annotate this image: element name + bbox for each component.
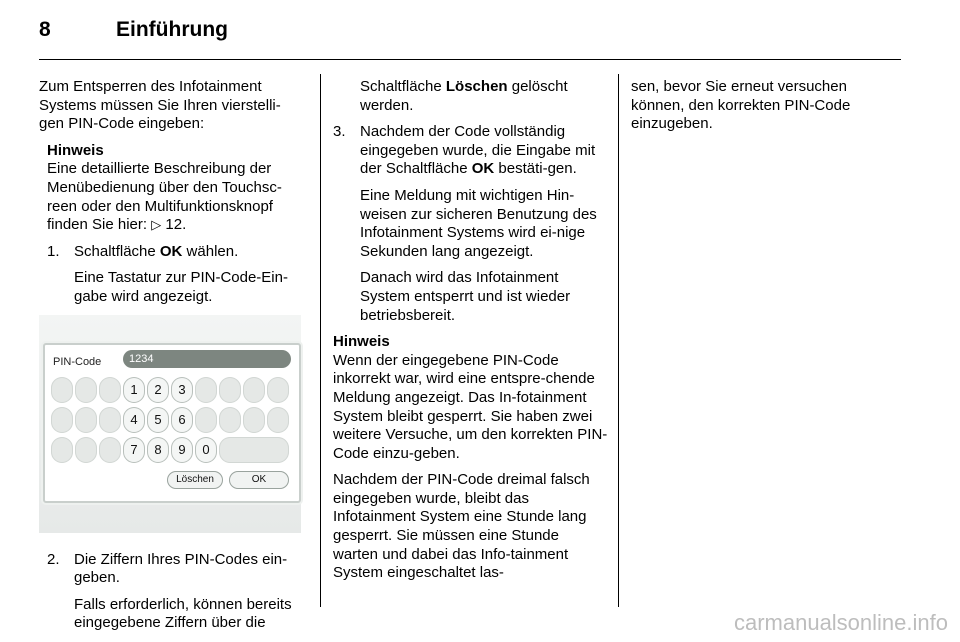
blank-key <box>51 407 73 433</box>
digit-key: 7 <box>123 437 145 463</box>
step-1-detail: Eine Tastatur zur PIN-Code-Ein-gabe wird angezeigt. <box>74 269 288 305</box>
digit-key: 8 <box>147 437 169 463</box>
blank-key <box>75 407 97 433</box>
blank-key <box>75 437 97 463</box>
note-title: Hinweis <box>47 141 104 159</box>
blank-key <box>99 407 121 433</box>
digit-key: 9 <box>171 437 193 463</box>
blank-wide-key <box>219 437 289 463</box>
page-reference[interactable]: 12. <box>165 216 187 234</box>
blank-key <box>195 407 217 433</box>
step-text: Nachdem der Code vollständig eingegeben wurde, die Eingabe mit der Schaltfläche <box>360 123 596 178</box>
step-3 <box>333 123 608 179</box>
step-text: wählen. <box>182 242 239 260</box>
header-divider <box>39 59 901 60</box>
digit-key: 2 <box>147 377 169 403</box>
blank-key <box>267 407 289 433</box>
blank-key <box>51 377 73 403</box>
step-number: 2. <box>47 550 60 568</box>
blank-key <box>99 377 121 403</box>
column-1 <box>39 78 304 641</box>
blank-key <box>243 407 265 433</box>
intro-paragraph: Zum Entsperren des Infotainment Systems müssen Sie Ihren vierstelli-gen PIN-Code eingeben: <box>39 78 281 133</box>
chapter-title: Einführung <box>116 18 228 41</box>
step-2 <box>47 551 304 588</box>
blank-key <box>51 437 73 463</box>
column-divider <box>618 74 619 607</box>
digit-key: 1 <box>123 377 145 403</box>
digit-key: 4 <box>123 407 145 433</box>
blank-key <box>243 377 265 403</box>
blank-key <box>219 407 241 433</box>
step-text: Schaltfläche <box>360 78 446 95</box>
digit-key: 3 <box>171 377 193 403</box>
step-text: gelöscht werden. <box>360 78 568 114</box>
blank-key <box>195 377 217 403</box>
step-2-detail-continued <box>360 78 608 115</box>
column-2 <box>333 78 608 591</box>
note-text: Wenn der eingegebene PIN-Code inkorrekt war, wird eine entspre-chende Meldung angezeigt. Das In-fotainment System bleibt gesperrt. Sie haben zwei weitere Versuche, um den korrekten PIN-Code einzu-geben. <box>333 351 608 462</box>
page-number: 8 <box>39 18 51 41</box>
watermark: carmanualsonline.info <box>733 610 948 635</box>
digit-key: 0 <box>195 437 217 463</box>
delete-button: Löschen <box>167 471 223 489</box>
step-text: Die Ziffern Ihres PIN-Codes ein-geben. <box>74 550 288 587</box>
blank-key <box>267 377 289 403</box>
pin-screen <box>43 343 301 503</box>
pin-keypad-illustration <box>39 315 301 533</box>
blank-key <box>99 437 121 463</box>
step-text: Schaltfläche <box>74 242 160 260</box>
column-divider <box>320 74 321 607</box>
ok-button: OK <box>229 471 289 489</box>
ok-label: OK <box>159 242 183 260</box>
lockout-paragraph: Nachdem der PIN-Code dreimal falsch eingegeben wurde, bleibt das Infotainment System eine Stunde lang gesperrt. Sie müssen eine Stunde warten und dabei das Info-tainment System eingeschaltet las- <box>333 471 590 582</box>
arrow-right-icon: ▷ <box>151 217 162 233</box>
digit-key: 6 <box>171 407 193 433</box>
pin-label: PIN-Code <box>53 355 102 368</box>
delete-label: Löschen <box>445 78 508 95</box>
note-text: Eine detaillierte Beschreibung der Menübedienung über den Touchsc-reen oder den Multifunktionsknopf finden Sie hier: <box>47 160 282 234</box>
blank-key <box>75 377 97 403</box>
lockout-paragraph-continued: sen, bevor Sie erneut versuchen können, den korrekten PIN-Code einzugeben. <box>631 78 851 133</box>
step-1 <box>47 243 304 262</box>
step-3-detail: Eine Meldung mit wichtigen Hin-weisen zur sicheren Benutzung des Infotainment Systems wird ei-nige Sekunden lang angezeigt. <box>360 186 597 260</box>
step-number: 1. <box>47 242 60 260</box>
column-3 <box>631 78 901 142</box>
step-number: 3. <box>333 123 346 141</box>
note-block <box>47 142 304 235</box>
note-title: Hinweis <box>333 333 390 351</box>
digit-key: 5 <box>147 407 169 433</box>
blank-key <box>219 377 241 403</box>
step-3-detail: Danach wird das Infotainment System entsperrt und ist wieder betriebsbereit. <box>360 269 571 324</box>
step-2-detail: Falls erforderlich, können bereits eingegebene Ziffern über die <box>74 595 292 632</box>
pin-input: 1234 <box>123 350 291 368</box>
note-block <box>333 333 608 463</box>
step-text: bestäti-gen. <box>494 160 577 178</box>
ok-label: OK <box>471 160 495 178</box>
